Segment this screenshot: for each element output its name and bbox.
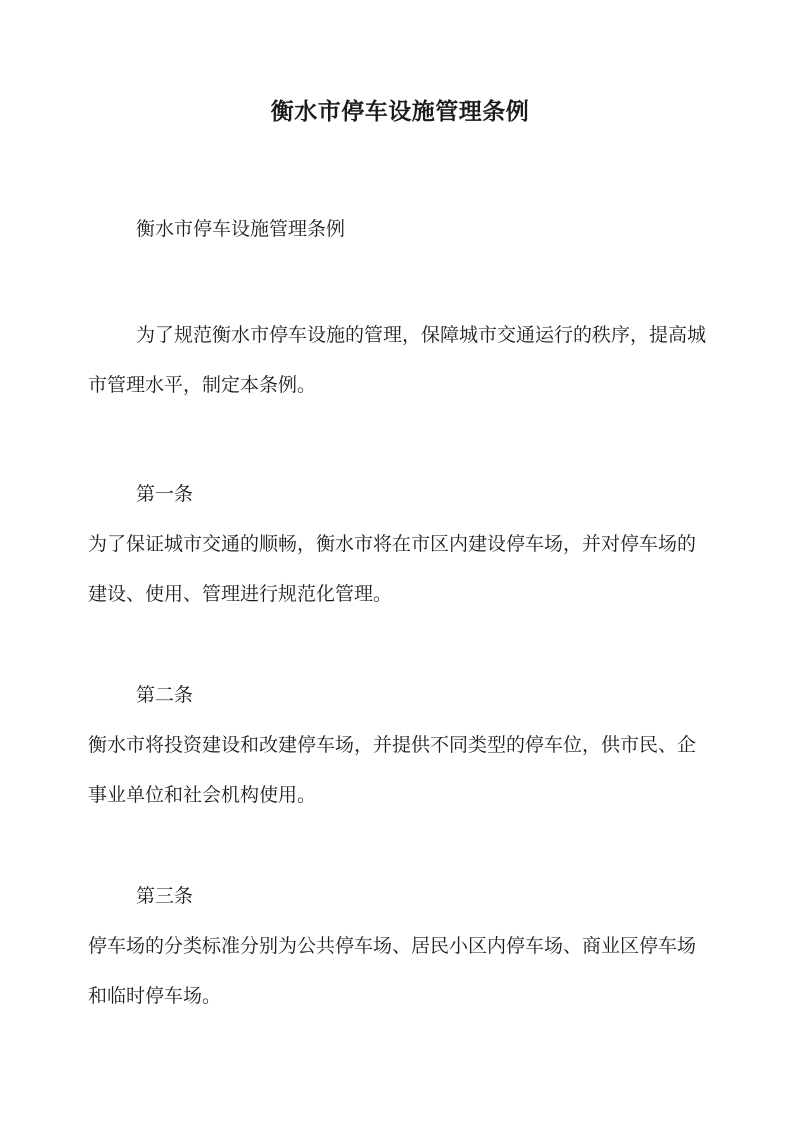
article-2-line-2: 事业单位和社会机构使用。 [88,784,317,806]
preamble-line-1: 为了规范衡水市停车设施的管理，保障城市交通运行的秩序，提高城 [136,324,707,346]
article-3-heading: 第三条 [136,885,194,907]
document-subtitle: 衡水市停车设施管理条例 [136,218,346,240]
article-1-body [88,519,712,619]
preamble-paragraph [88,310,712,360]
article-2-line-1: 衡水市将投资建设和改建停车场，并提供不同类型的停车位，供市民、企 [88,734,697,756]
document-title: 衡水市停车设施管理条例 [270,98,530,125]
article-2-body [88,720,712,820]
preamble-paragraph-continued [88,360,712,410]
article-1-heading: 第一条 [136,483,194,505]
article-3-line-2: 和临时停车场。 [88,985,222,1007]
preamble-line-2: 市管理水平，制定本条例。 [88,374,317,396]
article-3-line-1: 停车场的分类标准分别为公共停车场、居民小区内停车场、商业区停车场 [88,935,697,957]
article-2-heading: 第二条 [136,684,194,706]
article-1-line-1: 为了保证城市交通的顺畅，衡水市将在市区内建设停车场，并对停车场的 [88,533,697,555]
article-1-line-2: 建设、使用、管理进行规范化管理。 [88,583,393,605]
article-3-body [88,921,712,1021]
